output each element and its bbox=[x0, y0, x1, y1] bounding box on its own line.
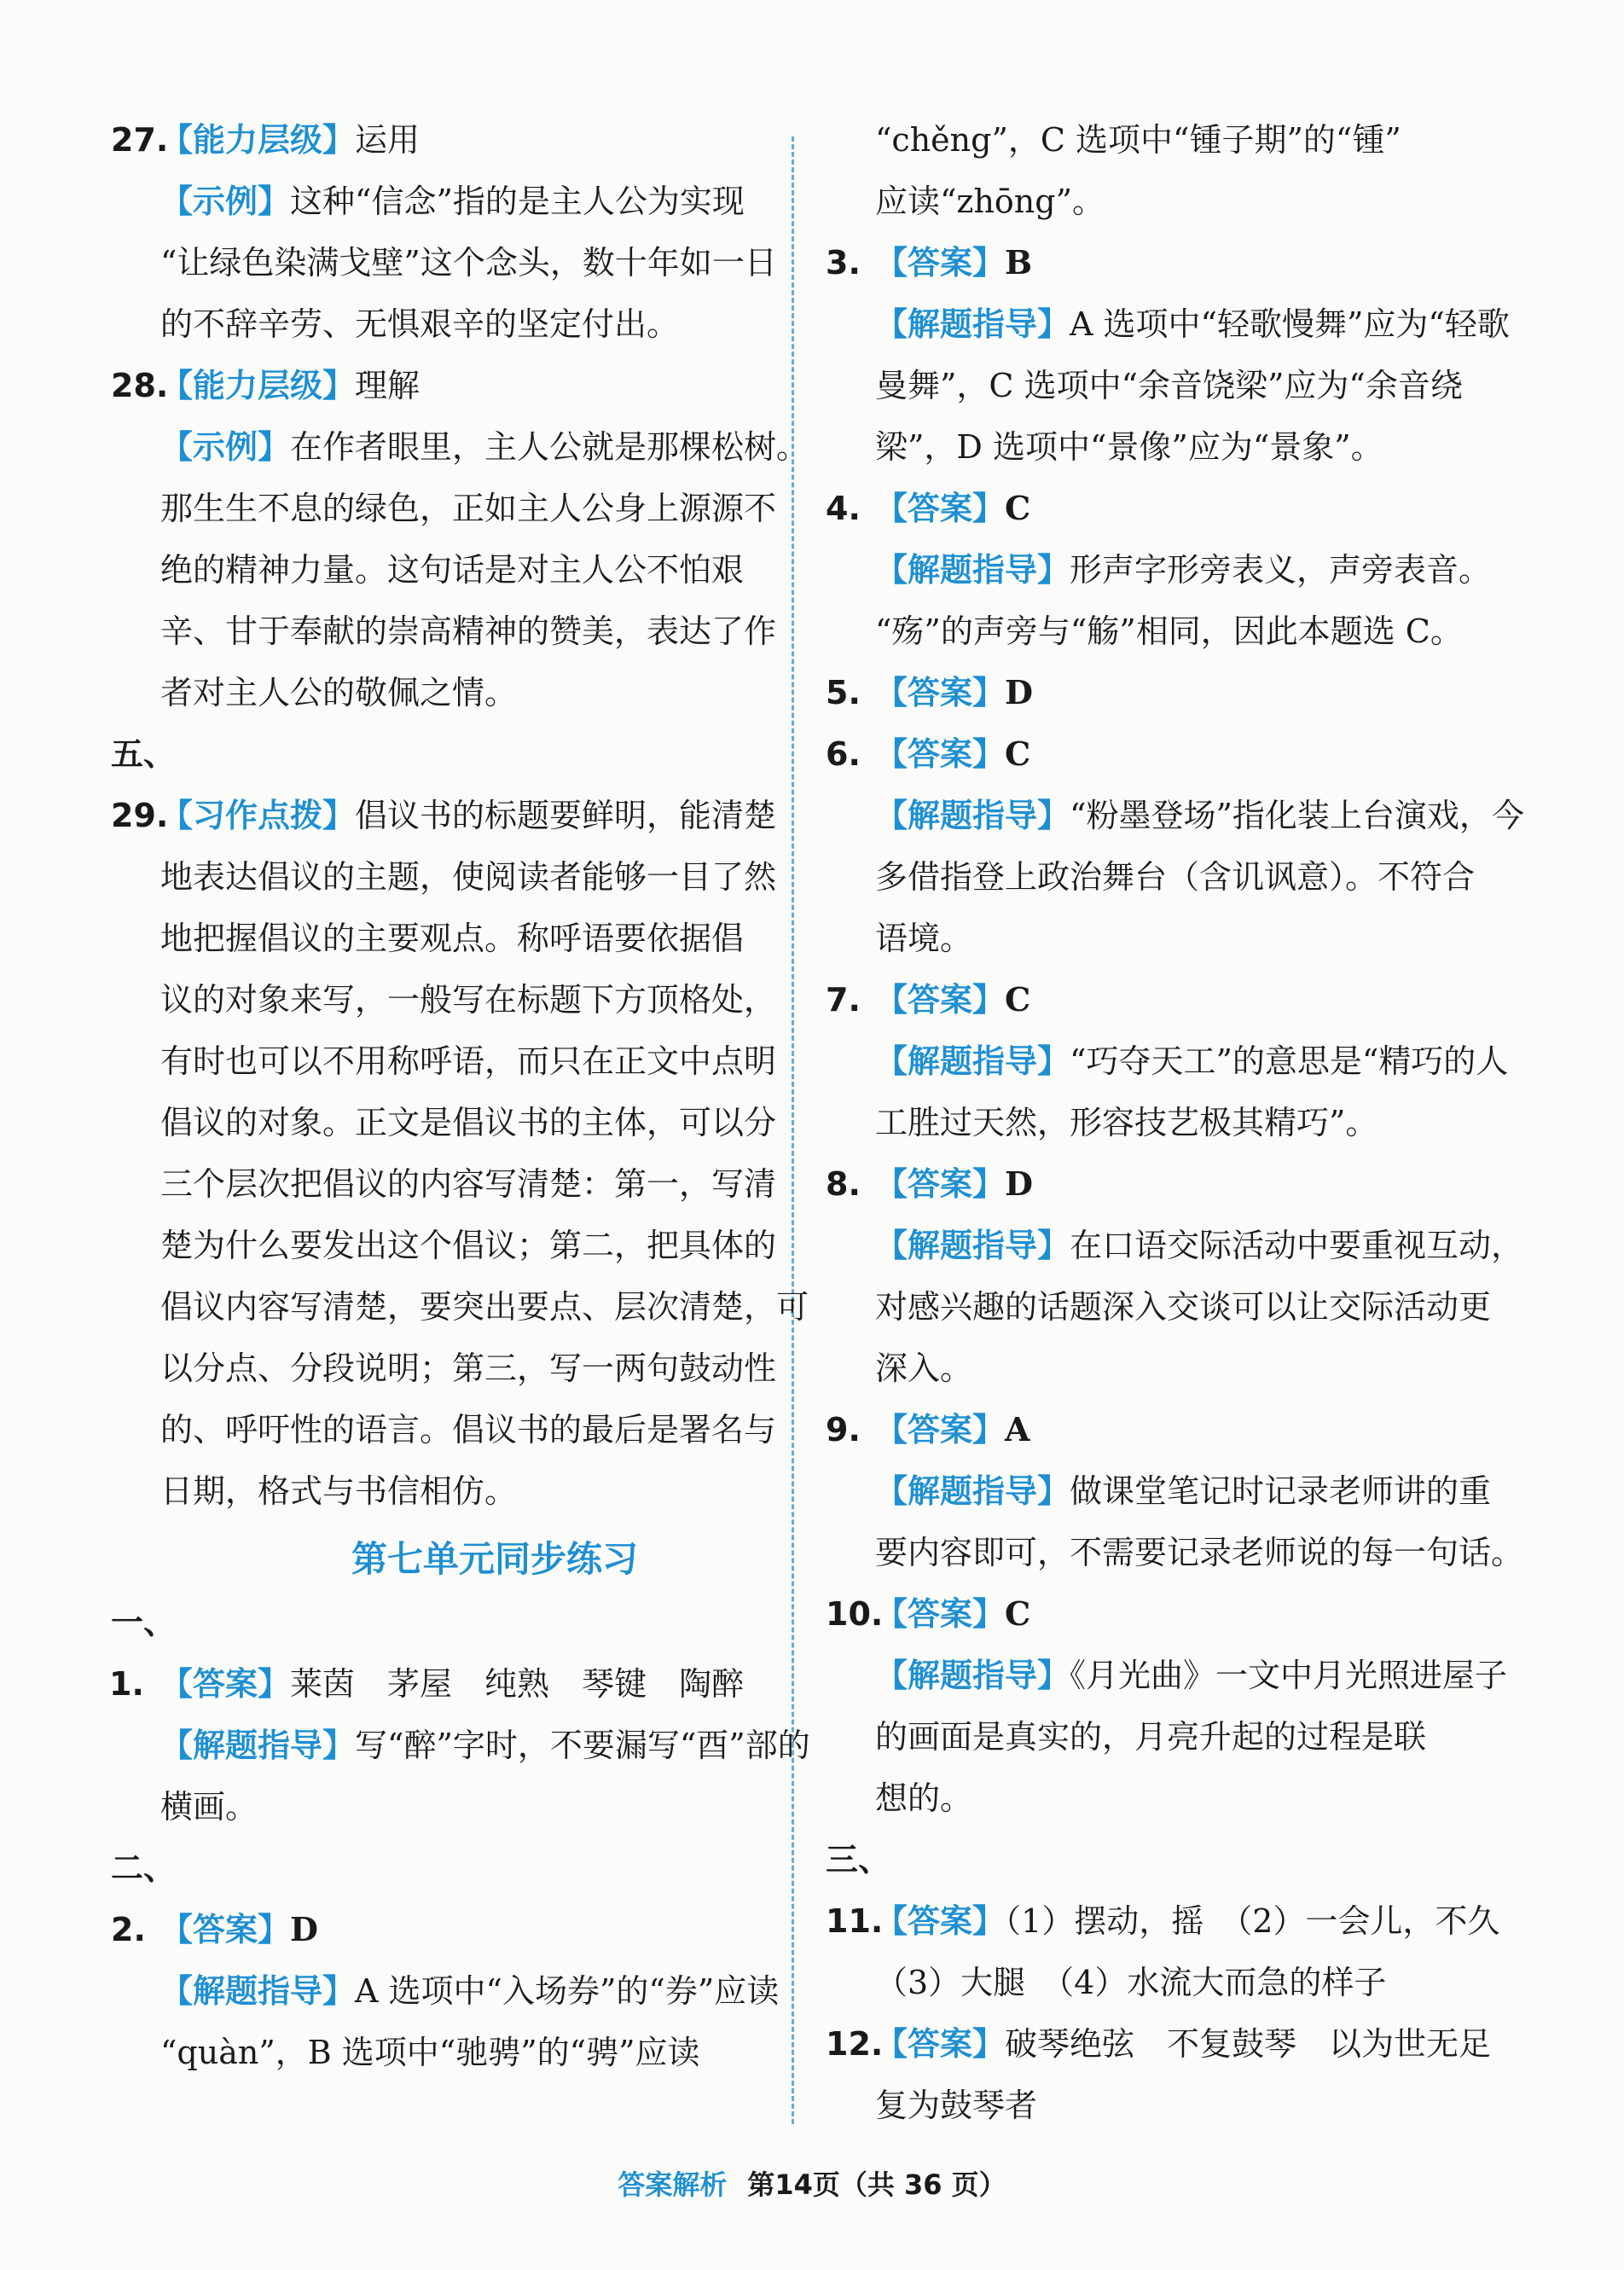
answer-line: 楚为什么要发出这个倡议；第二，把具体的 bbox=[160, 1227, 777, 1264]
guidance-tag: 【解题指导】 bbox=[875, 1042, 1070, 1080]
answer-line: “让绿色染满戈壁”这个念头，数十年如一日 bbox=[160, 244, 777, 282]
answer-line: 地把握倡议的主要观点。称呼语要依据倡 bbox=[160, 920, 745, 957]
answer-line: 以分点、分段说明；第三，写一两句鼓动性 bbox=[160, 1350, 777, 1387]
unit-title: 第七单元同步练习 bbox=[351, 1538, 638, 1580]
answer-line: 应读“zhōng”。 bbox=[875, 183, 1105, 220]
answer-word: 纯熟 bbox=[484, 1665, 550, 1703]
answer-tag: 【答案】 bbox=[875, 981, 1006, 1019]
answer-line: “chěng”，C 选项中“锺子期”的“锺” bbox=[875, 121, 1401, 159]
answer-letter: D bbox=[290, 1910, 318, 1948]
answer-line: 那生生不息的绿色，正如主人公身上源源不 bbox=[160, 490, 777, 527]
answer-line: “殇”的声旁与“觞”相同，因此本题选 C。 bbox=[875, 612, 1463, 650]
ability-level-value: 理解 bbox=[355, 367, 420, 404]
ability-level-tag: 【能力层级】 bbox=[160, 367, 356, 404]
guidance-tag: 【解题指导】 bbox=[875, 1472, 1070, 1510]
example-tag: 【示例】 bbox=[160, 428, 291, 466]
answer-letter: C bbox=[1005, 489, 1031, 527]
answer-letter: C bbox=[1005, 734, 1031, 773]
question-number: 12. bbox=[826, 2025, 884, 2063]
answer-letter: A bbox=[1005, 1410, 1030, 1449]
question-11 bbox=[826, 1890, 1500, 2013]
question-8 bbox=[826, 1153, 1524, 1399]
answer-word: 琴键 bbox=[582, 1665, 647, 1703]
answer-tag: 【答案】 bbox=[875, 1165, 1006, 1203]
guidance-tag: 【解题指导】 bbox=[160, 1972, 356, 2010]
page-footer bbox=[0, 2163, 1624, 2203]
answer-word: 莱茵 bbox=[290, 1665, 356, 1703]
answer-tag: 【答案】 bbox=[160, 1911, 291, 1948]
answer-line: 对感兴趣的话题深入交谈可以让交际活动更 bbox=[875, 1288, 1492, 1326]
guidance-tag: 【解题指导】 bbox=[875, 551, 1070, 589]
answer-line: 绝的精神力量。这句话是对主人公不怕艰 bbox=[160, 551, 745, 589]
answer-line: 工胜过天然，形容技艺极其精巧”。 bbox=[875, 1104, 1378, 1141]
answer-letter: D bbox=[1005, 673, 1033, 711]
answer-line: 的画面是真实的，月亮升起的过程是联 bbox=[875, 1718, 1427, 1756]
answer-line: 的、呼吁性的语言。倡议书的最后是署名与 bbox=[160, 1411, 777, 1449]
answer-tag: 【答案】 bbox=[875, 735, 1006, 773]
ability-level-tag: 【能力层级】 bbox=[160, 121, 356, 159]
answer-line: 破琴绝弦 不复鼓琴 以为世无足 bbox=[1005, 2025, 1492, 2063]
answer-line: 横画。 bbox=[160, 1788, 258, 1826]
answer-letter: D bbox=[1005, 1164, 1033, 1203]
answer-line: 辛、甘于奉献的崇高精神的赞美，表达了作 bbox=[160, 612, 777, 650]
question-number: 27. bbox=[111, 121, 169, 159]
answer-tag: 【答案】 bbox=[875, 1595, 1006, 1633]
answer-letter: C bbox=[1005, 980, 1031, 1019]
answer-line: “巧夺天工”的意思是“精巧的人 bbox=[1070, 1042, 1509, 1080]
left-column bbox=[109, 109, 810, 2083]
question-number: 2. bbox=[111, 1911, 146, 1948]
answer-line: 形声字形旁表义，声旁表音。 bbox=[1070, 551, 1492, 589]
answer-line: A 选项中“入场券”的“券”应读 bbox=[355, 1972, 780, 2010]
question-number: 9. bbox=[826, 1411, 861, 1449]
answer-line: 倡议内容写清楚，要突出要点、层次清楚，可 bbox=[160, 1288, 809, 1326]
question-6 bbox=[826, 723, 1524, 969]
answer-line: （3）大腿 （4）水流大而急的样子 bbox=[875, 1964, 1387, 2001]
answer-tag: 【答案】 bbox=[875, 674, 1006, 711]
question-2-continued bbox=[826, 109, 1491, 232]
answer-line: 语境。 bbox=[875, 920, 973, 957]
answer-line: 地表达倡议的主题，使阅读者能够一目了然 bbox=[160, 858, 777, 896]
question-number: 8. bbox=[826, 1165, 861, 1203]
question-12 bbox=[826, 2013, 1491, 2136]
example-tag: 【示例】 bbox=[160, 183, 291, 220]
answer-line: 做课堂笔记时记录老师讲的重 bbox=[1070, 1472, 1492, 1510]
answer-tag: 【答案】 bbox=[875, 2025, 1006, 2063]
writing-tip-tag: 【习作点拨】 bbox=[160, 797, 356, 834]
question-3 bbox=[826, 232, 1510, 478]
question-number: 10. bbox=[826, 1595, 884, 1633]
section-heading: 三、 bbox=[826, 1841, 891, 1878]
question-7 bbox=[826, 969, 1509, 1153]
answer-line: 深入。 bbox=[875, 1350, 973, 1387]
guidance-tag: 【解题指导】 bbox=[875, 305, 1070, 343]
answer-line: 者对主人公的敬佩之情。 bbox=[160, 674, 518, 711]
answer-letter: B bbox=[1005, 243, 1033, 282]
answer-tag: 【答案】 bbox=[160, 1665, 291, 1703]
question-number: 28. bbox=[111, 367, 169, 404]
answer-tag: 【答案】 bbox=[875, 244, 1006, 282]
answer-line: 在作者眼里，主人公就是那棵松树。 bbox=[290, 428, 809, 466]
answer-line: 在口语交际活动中要重视互动， bbox=[1070, 1227, 1524, 1264]
answer-line: 这种“信念”指的是主人公为实现 bbox=[290, 183, 745, 220]
answer-line: 写“醉”字时，不要漏写“酉”部的 bbox=[355, 1727, 810, 1764]
page-number: 第14页（共 36 页） bbox=[747, 2168, 1006, 2201]
question-5 bbox=[826, 662, 1491, 723]
guidance-tag: 【解题指导】 bbox=[875, 797, 1070, 834]
question-27 bbox=[111, 109, 776, 355]
question-28 bbox=[111, 355, 809, 723]
answer-tag: 【答案】 bbox=[875, 1411, 1006, 1449]
question-9 bbox=[826, 1399, 1524, 1583]
answer-line: “quàn”，B 选项中“驰骋”的“骋”应读 bbox=[160, 2034, 700, 2071]
question-1 bbox=[109, 1653, 810, 1837]
question-29 bbox=[111, 785, 809, 1522]
answer-line: 要内容即可，不需要记录老师说的每一句话。 bbox=[875, 1534, 1524, 1571]
answer-line: 想的。 bbox=[875, 1779, 973, 1817]
section-heading: 五、 bbox=[111, 735, 177, 773]
answer-tag: 【答案】 bbox=[875, 1902, 1006, 1940]
question-number: 5. bbox=[826, 674, 861, 711]
question-number: 29. bbox=[111, 797, 169, 834]
answer-word: 茅屋 bbox=[387, 1665, 453, 1703]
answer-line: （1）摆动，摇 （2）一会儿，不久 bbox=[1005, 1902, 1500, 1940]
question-number: 4. bbox=[826, 490, 861, 527]
guidance-tag: 【解题指导】 bbox=[160, 1727, 356, 1764]
answer-line: 议的对象来写，一般写在标题下方顶格处， bbox=[160, 981, 777, 1019]
answer-line: 《月光曲》一文中月光照进屋子 bbox=[1070, 1657, 1508, 1694]
answer-line: 梁”，D 选项中“景像”应为“景象”。 bbox=[875, 428, 1383, 466]
guidance-tag: 【解题指导】 bbox=[875, 1657, 1070, 1694]
section-heading: 二、 bbox=[111, 1849, 177, 1887]
answer-line: 复为鼓琴者 bbox=[875, 2087, 1038, 2124]
answer-line: 倡议的对象。正文是倡议书的主体，可以分 bbox=[160, 1104, 777, 1141]
question-2 bbox=[111, 1899, 780, 2083]
answer-line: 三个层次把倡议的内容写清楚：第一，写清 bbox=[160, 1165, 777, 1203]
section-heading: 一、 bbox=[111, 1604, 177, 1641]
question-4 bbox=[826, 478, 1491, 662]
question-number: 3. bbox=[826, 244, 861, 282]
footer-section-label: 答案解析 bbox=[618, 2168, 728, 2201]
answer-line: 倡议书的标题要鲜明，能清楚 bbox=[355, 797, 777, 834]
guidance-tag: 【解题指导】 bbox=[875, 1227, 1070, 1264]
question-number: 11. bbox=[826, 1902, 884, 1940]
answer-line: A 选项中“轻歌慢舞”应为“轻歌 bbox=[1070, 305, 1510, 343]
answer-letter: C bbox=[1005, 1594, 1031, 1633]
answer-word: 陶醉 bbox=[679, 1665, 745, 1703]
answer-line: 曼舞”，C 选项中“余音饶梁”应为“余音绕 bbox=[875, 367, 1463, 404]
answer-line: 的不辞辛劳、无惧艰辛的坚定付出。 bbox=[160, 305, 680, 343]
answer-line: “粉墨登场”指化装上台演戏，今 bbox=[1070, 797, 1524, 834]
question-10 bbox=[826, 1583, 1508, 1829]
ability-level-value: 运用 bbox=[355, 121, 420, 159]
answer-line: 日期，格式与书信相仿。 bbox=[160, 1472, 518, 1510]
right-column bbox=[826, 109, 1524, 2136]
question-number: 7. bbox=[826, 981, 861, 1019]
question-number: 1. bbox=[109, 1665, 144, 1703]
question-number: 6. bbox=[826, 735, 861, 773]
answer-tag: 【答案】 bbox=[875, 490, 1006, 527]
answer-line: 多借指登上政治舞台（含讥讽意）。不符合 bbox=[875, 858, 1476, 896]
answer-line: 有时也可以不用称呼语，而只在正文中点明 bbox=[160, 1042, 777, 1080]
